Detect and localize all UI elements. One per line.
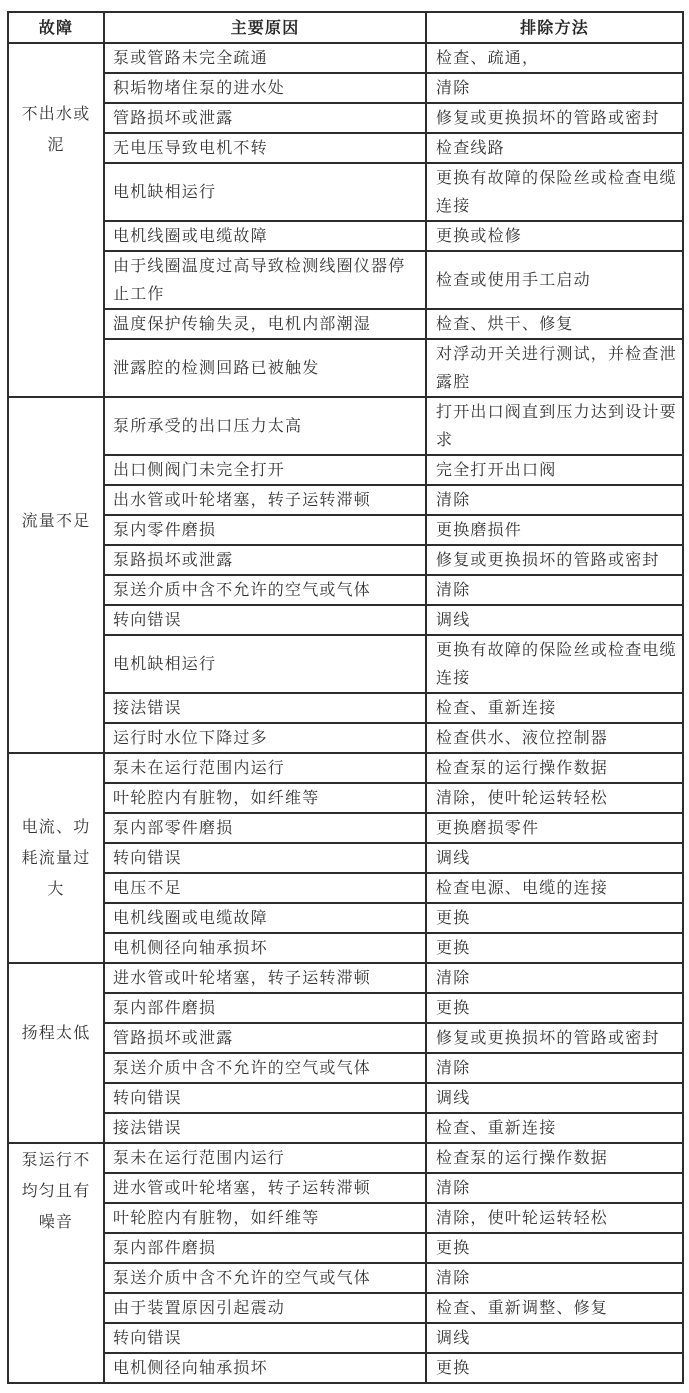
cause-cell: 电压不足	[104, 873, 426, 903]
remedy-cell: 更换	[426, 933, 683, 963]
remedy-cell: 修复或更换损坏的管路或密封	[426, 545, 683, 575]
cause-cell: 运行时水位下降过多	[104, 723, 426, 753]
table-row	[8, 635, 683, 693]
cause-cell: 叶轮腔内有脏物，如纤维等	[104, 783, 426, 813]
cause-cell: 泵所承受的出口压力太高	[104, 397, 426, 455]
cause-cell: 电机侧径向轴承损坏	[104, 933, 426, 963]
fault-label: 扬程太低	[21, 1023, 91, 1042]
fault-label: 泵运行不均匀且有噪音	[21, 1150, 91, 1231]
header-row	[8, 12, 683, 43]
fault-cell	[8, 753, 104, 963]
table-row	[8, 221, 683, 251]
cause-cell: 进水管或叶轮堵塞，转子运转滞顿	[104, 963, 426, 993]
cause-cell: 管路损坏或泄露	[104, 1023, 426, 1053]
table-row	[8, 485, 683, 515]
remedy-cell: 检查电源、电缆的连接	[426, 873, 683, 903]
cause-cell: 电机线圈或电缆故障	[104, 903, 426, 933]
table-row	[8, 339, 683, 397]
table-row	[8, 455, 683, 485]
fault-table-body	[8, 43, 683, 1383]
remedy-cell: 清除，使叶轮运转轻松	[426, 783, 683, 813]
table-row	[8, 1173, 683, 1203]
table-row	[8, 723, 683, 753]
cause-cell: 积垢物堵住泵的进水处	[104, 73, 426, 103]
cause-cell: 温度保护传输失灵，电机内部潮湿	[104, 309, 426, 339]
remedy-cell: 更换	[426, 993, 683, 1023]
cause-cell: 出水管或叶轮堵塞，转子运转滞顿	[104, 485, 426, 515]
table-row	[8, 1323, 683, 1353]
cause-cell: 进水管或叶轮堵塞，转子运转滞顿	[104, 1173, 426, 1203]
table-row	[8, 1053, 683, 1083]
fault-label: 不出水或泥	[21, 104, 91, 154]
table-row	[8, 43, 683, 73]
table-header	[8, 12, 683, 43]
table-row	[8, 605, 683, 635]
header-fault: 故障	[8, 12, 104, 43]
cause-cell: 转向错误	[104, 605, 426, 635]
table-row	[8, 103, 683, 133]
cause-cell: 泵内部零件磨损	[104, 813, 426, 843]
table-row	[8, 753, 683, 783]
table-row	[8, 783, 683, 813]
remedy-cell: 检查泵的运行操作数据	[426, 1143, 683, 1173]
table-row	[8, 251, 683, 309]
remedy-cell: 检查供水、液位控制器	[426, 723, 683, 753]
remedy-cell: 清除	[426, 485, 683, 515]
cause-cell: 泄露腔的检测回路已被触发	[104, 339, 426, 397]
remedy-cell: 更换	[426, 903, 683, 933]
table-row	[8, 515, 683, 545]
remedy-cell: 检查或使用手工启动	[426, 251, 683, 309]
remedy-cell: 调线	[426, 1323, 683, 1353]
table-row	[8, 1233, 683, 1263]
remedy-cell: 清除	[426, 1263, 683, 1293]
header-remedy: 排除方法	[426, 12, 683, 43]
remedy-cell: 更换磨损零件	[426, 813, 683, 843]
cause-cell: 管路损坏或泄露	[104, 103, 426, 133]
fault-cell	[8, 397, 104, 753]
cause-cell: 泵送介质中含不允许的空气或气体	[104, 1263, 426, 1293]
cause-cell: 电机缺相运行	[104, 163, 426, 221]
fault-cell	[8, 1143, 104, 1383]
table-row	[8, 1023, 683, 1053]
table-row	[8, 933, 683, 963]
fault-label: 电流、功耗流量过大	[21, 817, 91, 898]
table-row	[8, 1143, 683, 1173]
remedy-cell: 调线	[426, 1083, 683, 1113]
cause-cell: 电机缺相运行	[104, 635, 426, 693]
table-row	[8, 1113, 683, 1143]
remedy-cell: 更换有故障的保险丝或检查电缆连接	[426, 635, 683, 693]
table-row	[8, 813, 683, 843]
cause-cell: 泵未在运行范围内运行	[104, 753, 426, 783]
table-row	[8, 873, 683, 903]
table-row	[8, 1263, 683, 1293]
remedy-cell: 修复或更换损坏的管路或密封	[426, 1023, 683, 1053]
remedy-cell: 对浮动开关进行测试，并检查泄露腔	[426, 339, 683, 397]
cause-cell: 泵送介质中含不允许的空气或气体	[104, 1053, 426, 1083]
cause-cell: 转向错误	[104, 1323, 426, 1353]
cause-cell: 泵或管路未完全疏通	[104, 43, 426, 73]
cause-cell: 电机侧径向轴承损坏	[104, 1353, 426, 1383]
table-row	[8, 309, 683, 339]
table-row	[8, 163, 683, 221]
cause-cell: 接法错误	[104, 1113, 426, 1143]
remedy-cell: 更换	[426, 1233, 683, 1263]
remedy-cell: 调线	[426, 843, 683, 873]
table-row	[8, 545, 683, 575]
remedy-cell: 完全打开出口阀	[426, 455, 683, 485]
table-row	[8, 1353, 683, 1383]
fault-label: 流量不足	[21, 511, 91, 530]
remedy-cell: 修复或更换损坏的管路或密封	[426, 103, 683, 133]
remedy-cell: 清除	[426, 73, 683, 103]
table-row	[8, 1293, 683, 1323]
cause-cell: 接法错误	[104, 693, 426, 723]
remedy-cell: 清除	[426, 1173, 683, 1203]
remedy-cell: 调线	[426, 605, 683, 635]
fault-cell	[8, 963, 104, 1143]
table-row	[8, 397, 683, 455]
remedy-cell: 更换磨损件	[426, 515, 683, 545]
table-row	[8, 963, 683, 993]
cause-cell: 叶轮腔内有脏物，如纤维等	[104, 1203, 426, 1233]
cause-cell: 由于装置原因引起震动	[104, 1293, 426, 1323]
table-row	[8, 1083, 683, 1113]
header-cause: 主要原因	[104, 12, 426, 43]
table-row	[8, 903, 683, 933]
table-row	[8, 575, 683, 605]
remedy-cell: 检查、重新调整、修复	[426, 1293, 683, 1323]
table-row	[8, 843, 683, 873]
cause-cell: 泵内部件磨损	[104, 1233, 426, 1263]
remedy-cell: 检查、疏通，	[426, 43, 683, 73]
cause-cell: 由于线圈温度过高导致检测线圈仪器停止工作	[104, 251, 426, 309]
remedy-cell: 清除	[426, 963, 683, 993]
cause-cell: 泵内零件磨损	[104, 515, 426, 545]
remedy-cell: 检查、重新连接	[426, 1113, 683, 1143]
cause-cell: 转向错误	[104, 843, 426, 873]
remedy-cell: 清除	[426, 575, 683, 605]
remedy-cell: 更换有故障的保险丝或检查电缆连接	[426, 163, 683, 221]
remedy-cell: 检查、重新连接	[426, 693, 683, 723]
cause-cell: 泵未在运行范围内运行	[104, 1143, 426, 1173]
cause-cell: 泵内部件磨损	[104, 993, 426, 1023]
cause-cell: 转向错误	[104, 1083, 426, 1113]
remedy-cell: 更换	[426, 1353, 683, 1383]
cause-cell: 电机线圈或电缆故障	[104, 221, 426, 251]
table-row	[8, 993, 683, 1023]
table-row	[8, 693, 683, 723]
remedy-cell: 清除，使叶轮运转轻松	[426, 1203, 683, 1233]
table-row	[8, 73, 683, 103]
remedy-cell: 打开出口阀直到压力达到设计要求	[426, 397, 683, 455]
cause-cell: 出口侧阀门未完全打开	[104, 455, 426, 485]
remedy-cell: 更换或检修	[426, 221, 683, 251]
fault-cell	[8, 43, 104, 397]
cause-cell: 泵路损坏或泄露	[104, 545, 426, 575]
remedy-cell: 检查、烘干、修复	[426, 309, 683, 339]
cause-cell: 泵送介质中含不允许的空气或气体	[104, 575, 426, 605]
table-row	[8, 1203, 683, 1233]
remedy-cell: 清除	[426, 1053, 683, 1083]
fault-troubleshooting-table	[7, 11, 684, 1384]
remedy-cell: 检查线路	[426, 133, 683, 163]
remedy-cell: 检查泵的运行操作数据	[426, 753, 683, 783]
table-row	[8, 133, 683, 163]
cause-cell: 无电压导致电机不转	[104, 133, 426, 163]
